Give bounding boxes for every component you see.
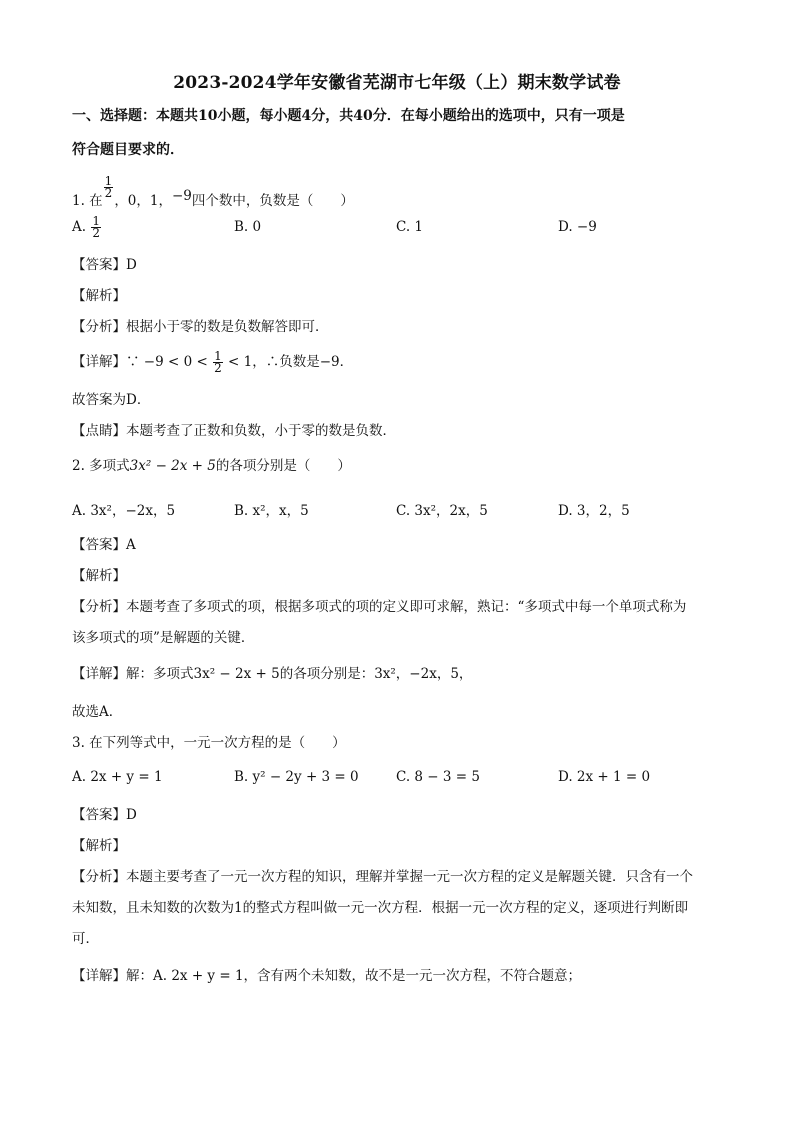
q1-conclusion: 故答案为D．	[72, 392, 151, 408]
q1-option-c: C. 1	[396, 219, 424, 235]
q1-option-a-label: A.	[72, 219, 87, 235]
q2-detail: 【详解】解：多项式3x² − 2x + 5的各项分别是：3x²，−2x，5，	[72, 666, 473, 682]
q2-stem-prefix: 2. 多项式	[72, 458, 130, 474]
q2-stem-suffix: 的各项分别是（ ）	[215, 458, 351, 474]
q1-stem-suffix: 四个数中，负数是（ ）	[191, 193, 354, 209]
section-heading-line2: 符合题目要求的．	[72, 142, 184, 158]
q1-frac-denominator: 2	[104, 186, 113, 200]
q3-stem: 3. 在下列等式中，一元一次方程的是（ ）	[72, 735, 346, 751]
q3-fenxi-line1: 【分析】本题主要考查了一元一次方程的知识，理解并掌握一元一次方程的定义是解题关键．只含有一个	[72, 869, 693, 885]
q2-option-d: D. 3，2，5	[558, 503, 630, 519]
q1-option-a-fraction	[91, 216, 101, 239]
q2-option-b: B. x²，x，5	[234, 503, 309, 519]
q2-option-c: C. 3x²，2x，5	[396, 503, 488, 519]
q2-stem	[72, 456, 351, 476]
section-heading-line1: 一、选择题：本题共10小题，每小题4分，共40分．在每小题给出的选项中，只有一项是	[72, 108, 625, 124]
q1-option-d: D. −9	[558, 219, 597, 235]
q1-answer: 【答案】D	[72, 257, 137, 273]
q3-fenxi-line2: 未知数，且未知数的次数为1的整式方程叫做一元一次方程．根据一元一次方程的定义，逐项进行判断即	[72, 900, 689, 916]
q1-stem-fraction	[104, 176, 114, 199]
q2-answer: 【答案】A	[72, 537, 136, 553]
q1-detail-fraction	[213, 351, 223, 374]
q1-option-a	[72, 216, 102, 239]
q2-option-a: A. 3x²，−2x，5	[72, 503, 176, 519]
q2-stem-expression: 3x² − 2x + 5	[129, 458, 216, 474]
q1-option-b: B. 0	[234, 219, 262, 235]
q3-option-b: B. y² − 2y + 3 = 0	[234, 769, 359, 785]
q1-detail-prefix: 【详解】∵ −9 < 0 <	[72, 354, 208, 370]
q3-option-c: C. 8 − 3 = 5	[396, 769, 480, 785]
q3-fenxi-line3: 可．	[72, 931, 99, 947]
q1-analysis-label: 【解析】	[72, 288, 126, 304]
q1-stem-mid: ，0，1，	[114, 193, 172, 209]
page-title: 2023-2024学年安徽省芜湖市七年级（上）期末数学试卷	[173, 73, 621, 93]
q1-detail-denominator: 2	[214, 361, 222, 375]
q1-detail-suffix: < 1，∴负数是−9．	[228, 354, 354, 370]
q1-detail	[72, 351, 353, 374]
q1-fenxi: 【分析】根据小于零的数是负数解答即可．	[72, 319, 329, 335]
q1-stem-neg: −9	[172, 188, 192, 204]
q1-option-a-numerator: 1	[92, 214, 100, 228]
q1-option-a-denominator: 2	[92, 226, 100, 240]
q2-conclusion: 故选A．	[72, 704, 123, 720]
q3-analysis-label: 【解析】	[72, 838, 126, 854]
q1-stem-prefix: 1. 在	[72, 193, 103, 209]
q1-frac-numerator: 1	[104, 174, 113, 188]
q3-detail: 【详解】解：A. 2x + y = 1，含有两个未知数，故不是一元一次方程，不符合题意；	[72, 968, 582, 984]
q1-stem	[72, 176, 354, 211]
q3-answer: 【答案】D	[72, 807, 137, 823]
q2-fenxi-line1: 【分析】本题考查了多项式的项，根据多项式的项的定义即可求解，熟记：“多项式中每一个单项式称为	[72, 599, 687, 615]
q3-option-a: A. 2x + y = 1	[72, 769, 163, 785]
q1-dianjing: 【点睛】本题考查了正数和负数，小于零的数是负数．	[72, 423, 396, 439]
q1-detail-numerator: 1	[214, 349, 222, 363]
q3-option-d: D. 2x + 1 = 0	[558, 769, 651, 785]
q2-analysis-label: 【解析】	[72, 568, 126, 584]
q2-fenxi-line2: 该多项式的项”是解题的关键．	[72, 630, 255, 646]
